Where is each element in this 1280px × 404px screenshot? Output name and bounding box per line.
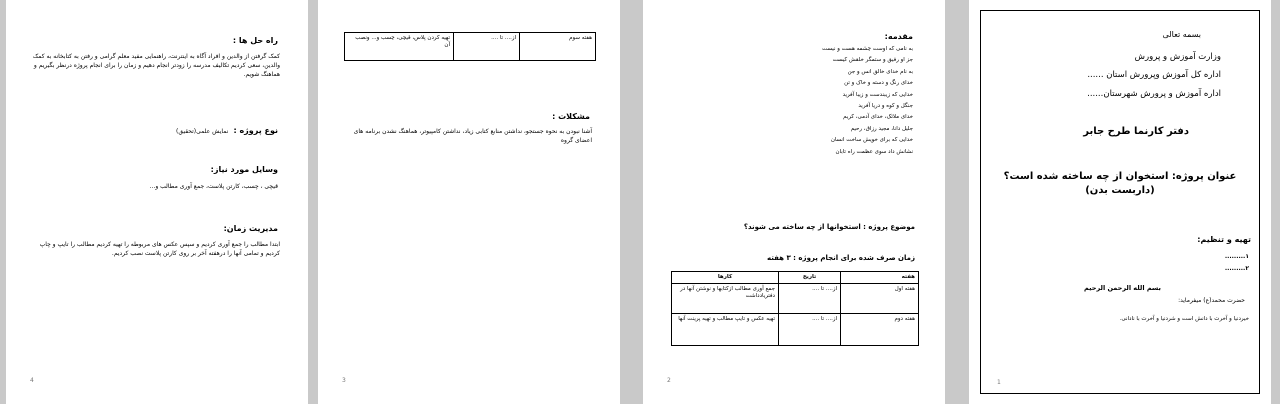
poem-line: خدای ملائک، خدای آدمی، کریم	[843, 114, 913, 121]
project-title-line-1: عنوان پروژه: استخوان از چه ساخته شده است؟	[1003, 171, 1237, 182]
project-type	[30, 118, 278, 137]
page-number: 1	[997, 379, 1001, 386]
cover-line-2: وزارت آموزش و پرورش	[1134, 52, 1221, 62]
member-1: ۱.........	[1224, 253, 1249, 260]
cover-line-4: اداره آموزش و پرورش شهرستان......	[1087, 89, 1221, 99]
header-date: تاریخ	[779, 272, 841, 284]
page-3[interactable]	[318, 0, 620, 404]
cover-border	[980, 10, 1260, 394]
tasks-cell: تهیه کردن پلاس، قیچی، چسب و... ونصب آن	[345, 33, 454, 61]
poem-line: جز او رفیق و ستمگر خلقش کیست	[832, 57, 913, 64]
tools-text: قیچی ، چسب، کارتن پلاست، جمع آوری مطالب و...	[149, 183, 278, 190]
hadith-source: حضرت محمد(ع) میفرماید:	[1178, 297, 1245, 304]
cover-line-1: بسمه تعالی	[1162, 30, 1201, 39]
page-number: 2	[667, 377, 671, 384]
header-tasks: کارها	[672, 272, 779, 284]
week-cell: هفته دوم	[841, 314, 919, 346]
project-subject: موضوع پروژه : استخوانها از چه ساخته می شوند؟	[743, 223, 915, 231]
poem-line: خدای رنگ و دسته و خاک و تن	[844, 80, 913, 87]
cover-line-3: اداره کل آموزش وپرورش استان ......	[1087, 70, 1221, 80]
table-row	[672, 314, 919, 346]
poem-line: خدایی که زیبندست و زیبا آفرید	[842, 91, 913, 98]
project-type-value: نمایش علمی(تحقیق)	[176, 128, 229, 135]
bismillah: بسم الله الرحمن الرحیم	[1084, 284, 1161, 292]
week-cell: هفته سوم	[520, 33, 596, 61]
tools-heading: وسایل مورد نیاز:	[210, 165, 278, 174]
tasks-cell: تهیه عکس و تایپ مطالب و تهیه پرینت آنها	[672, 314, 779, 346]
hadith-text: خیردنیا و آخرت با دانش است و شردنیا و آخرت با نادانی.	[1119, 316, 1249, 322]
poem-line: نشانش داد سوی عظمت راه تابان	[835, 148, 913, 155]
time-management-heading: مدیریت زمان:	[223, 224, 278, 233]
schedule-table-continued	[344, 32, 596, 61]
project-title-line-2: (داربست بدن)	[1085, 185, 1155, 196]
problems-heading: مشکلات :	[552, 112, 590, 121]
poem-line: به نام خدای خالق انس و جن	[847, 68, 913, 75]
page-number: 3	[342, 377, 346, 384]
time-spent: زمان صرف شده برای انجام پروژه : ۳ هفته	[767, 254, 915, 262]
date-cell: از.... تا ....	[454, 33, 520, 61]
table-row	[672, 284, 919, 314]
doc-title: دفتر کارنما طرح جابر	[1083, 126, 1189, 137]
poem-line: جلیل دانا، مجید رزاق، رحیم	[850, 125, 913, 132]
page-4[interactable]	[6, 0, 308, 404]
week-cell: هفته اول	[841, 284, 919, 314]
date-cell: از.... تا ....	[779, 314, 841, 346]
project-title	[991, 170, 1249, 198]
header-week: هفته	[841, 272, 919, 284]
date-cell: از.... تا ....	[779, 284, 841, 314]
problems-text: آشنا نبودن به نحوه جستجو، نداشتن منابع کتابی زیاد، نداشتن کامپیوتر، هماهنگ نشدن برنامه های اعضای گروه	[353, 128, 592, 144]
project-type-label: نوع پروژه :	[233, 126, 278, 135]
poem-line: خدایی که برای خویش ساخت انسان	[830, 137, 913, 144]
solution-heading: راه حل ها :	[232, 36, 278, 45]
poem-line: به نامی که اوست چشمه هست و نیست	[821, 46, 913, 52]
table-header-row	[672, 272, 919, 284]
intro-poem	[753, 44, 913, 158]
page-number: 4	[30, 377, 34, 384]
tasks-cell: جمع آوری مطالب ازکتابها و نوشتن آنها در دفتریادداشت	[672, 284, 779, 314]
member-2: ۲.........	[1224, 265, 1249, 272]
prepared-by-label: تهیه و تنظیم:	[1197, 235, 1251, 244]
time-management-text: ابتدا مطالب را جمع آوری کردیم و سپس عکس های مربوطه را تهیه کردیم مطالب را تایپ و چاپ کردیم و تمامی آنها را درهفته آخر بر روی کارتن پلاست نصب کردیم.	[39, 241, 280, 257]
table-row	[345, 33, 596, 61]
page-2[interactable]	[643, 0, 945, 404]
poem-line: جنگل و کوه و دریا آفرید	[858, 103, 913, 110]
intro-heading: مقدمه:	[884, 32, 913, 41]
page-1[interactable]	[969, 0, 1271, 404]
solution-text: کمک گرفتن از والدین و افراد آگاه به اینترنت، راهنمایی مفید معلم گرامی و رفتن به کتابخانه به کمک والدین، سعی کردیم تکالیف مدرسه را زودتر انجام دهیم و زمان را برای انجام پروژه درنظر بگیریم و هماهنگ شویم.	[32, 53, 280, 78]
schedule-table	[671, 271, 919, 346]
